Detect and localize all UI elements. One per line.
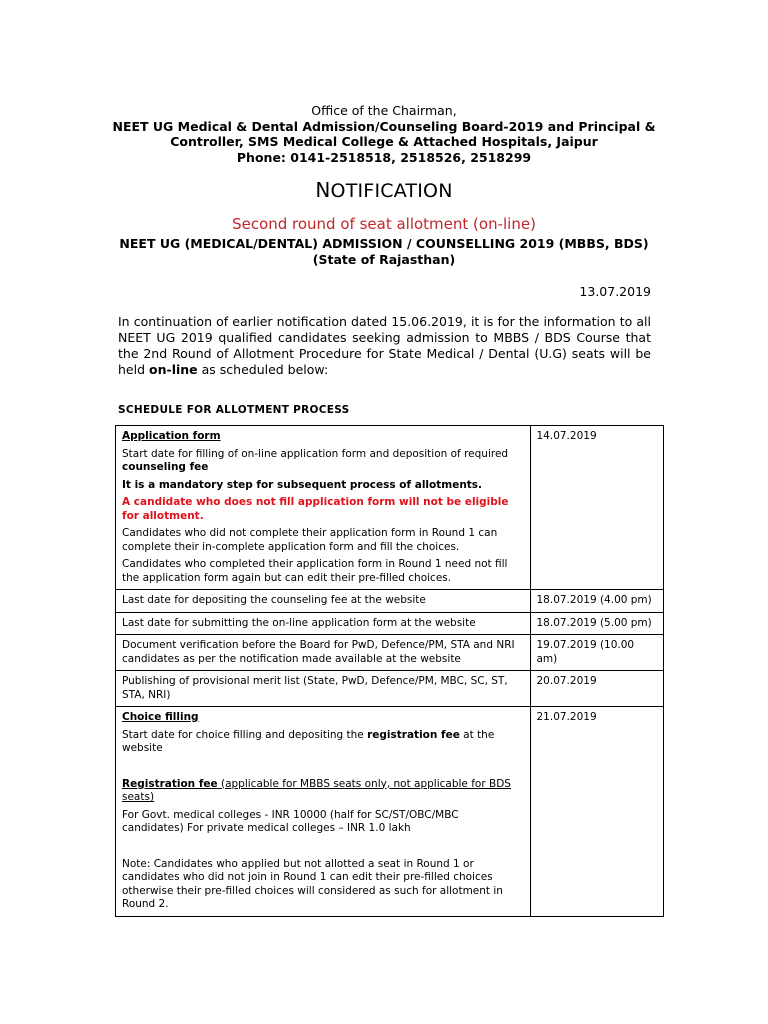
application-heading: Application form — [122, 430, 221, 442]
application-para2: Candidates who completed their application form in Round 1 need not fill the application form again but can edit their pre-filled choices. — [122, 558, 508, 584]
schedule-title: SCHEDULE FOR ALLOTMENT PROCESS — [118, 404, 350, 416]
board-line: NEET UG Medical & Dental Admission/Counseling Board-2019 and Principal & — [112, 118, 656, 134]
phone-line: Phone: 0141-2518518, 2518526, 2518299 — [236, 149, 532, 165]
table-row — [116, 707, 664, 917]
row-date: 18.07.2019 (5.00 pm) — [530, 612, 664, 635]
application-mandatory: It is a mandatory step for subsequent process of allotments. — [122, 478, 483, 491]
round-title: Second round of seat allotment (on-line) — [232, 215, 536, 233]
table-row — [116, 612, 664, 635]
row-desc: Publishing of provisional merit list (State, PwD, Defence/PM, MBC, SC, ST, STA, NRI) — [116, 671, 531, 707]
choice-heading: Choice filling — [122, 711, 199, 723]
notice-date: 13.07.2019 — [579, 284, 651, 299]
office-header — [0, 103, 768, 165]
subtitle-block — [0, 236, 768, 267]
registration-note-c: seats) — [122, 791, 155, 803]
notification-initial: N — [315, 178, 331, 202]
choice-cell — [116, 707, 531, 917]
choice-start-bold: registration fee — [367, 728, 460, 741]
registration-fees: For Govt. medical colleges - INR 10000 (half for SC/ST/OBC/MBC candidates) For private medical colleges – INR 1.0 lakh — [122, 808, 459, 834]
intro-tail: as scheduled below: — [197, 362, 329, 377]
application-warning: A candidate who does not fill application form will not be eligible for allotment. — [122, 496, 509, 522]
table-row — [116, 590, 664, 613]
row-desc: Last date for depositing the counseling fee at the website — [116, 590, 531, 613]
choice-start — [122, 729, 524, 756]
row-desc: Document verification before the Board for PwD, Defence/PM, STA and NRI candidates as per the notification made available at the website — [116, 635, 531, 671]
intro-bold: on-line — [149, 362, 198, 377]
notification-heading — [0, 178, 768, 202]
application-start-text: Start date for filling of on-line application form and deposition of required — [122, 447, 509, 460]
application-cell — [116, 426, 531, 590]
registration-fee-line — [122, 778, 524, 805]
choice-start-text: Start date for choice filling and depositing the — [122, 728, 364, 741]
table-row — [116, 671, 664, 707]
row-date: 19.07.2019 (10.00 am) — [530, 635, 664, 671]
choice-start-tail: at the website — [122, 728, 495, 754]
notification-rest: OTIFICATION — [330, 180, 453, 202]
row-date: 18.07.2019 (4.00 pm) — [530, 590, 664, 613]
application-start — [122, 448, 524, 475]
intro-text: In continuation of earlier notification dated 15.06.2019, it is for the information to all NEET UG 2019 qualified candidates seeking admission to MBBS / BDS Course that the 2nd Round of Allotment Procedure for State Medical / Dental (U.G) seats will be held — [118, 314, 651, 377]
row-desc: Last date for submitting the on-line application form at the website — [116, 612, 531, 635]
registration-note-b: BDS — [489, 777, 511, 790]
table-row — [116, 426, 664, 590]
application-start-bold: counseling fee — [122, 461, 209, 473]
choice-date: 21.07.2019 — [530, 707, 664, 917]
table-row — [116, 635, 664, 671]
registration-fee-heading: Registration fee — [122, 777, 218, 790]
application-para1: Candidates who did not complete their application form in Round 1 can complete their in-complete application form and fill the choices. — [122, 527, 498, 553]
application-date: 14.07.2019 — [530, 426, 664, 590]
intro-paragraph — [118, 314, 651, 378]
registration-note-a: (applicable for MBBS seats only, not applicable for — [217, 777, 489, 790]
subtitle-line1: NEET UG (MEDICAL/DENTAL) ADMISSION / COUNSELLING 2019 (MBBS, BDS) — [119, 236, 649, 251]
college-line: Controller, SMS Medical College & Attached Hospitals, Jaipur — [170, 134, 598, 149]
subtitle-line2: (State of Rajasthan) — [312, 251, 456, 267]
schedule-table — [115, 425, 664, 917]
row-date: 20.07.2019 — [530, 671, 664, 707]
office-title: Office of the Chairman, — [311, 103, 457, 118]
choice-note: Note: Candidates who applied but not allotted a seat in Round 1 or candidates who did not join in Round 1 can edit their pre-filled choices otherwise their pre-filled choices will considered as such for allotment in Round 2. — [122, 857, 503, 910]
